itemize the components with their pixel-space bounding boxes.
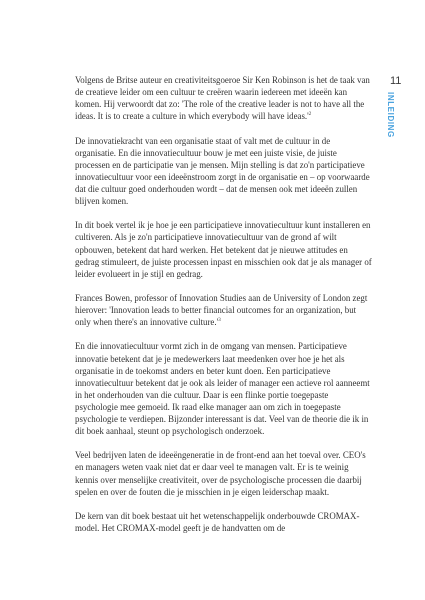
paragraph-text: En die innovatiecultuur vormt zich in de omgang van mensen. Participatieve innovatie betekent dat je je medewerkers laat meedenken over hoe je het als organisatie in de toekomst anders en beter kunt doen. Een participatieve innovatiecultuur betekent dat je ook als leider of manager een actieve rol aanneemt in het onderhouden van die cultuur. Daar is een flinke portie toegepaste psychologie mee gemoeid. Ik raad elke manager aan om zich in toegepaste psychologie te verdiepen. Bijzonder interessant is dat. Veel van de theorie die ik in dit boek aanhaal, steunt op psychologisch onderzoek. [75,341,370,437]
footnote-marker: 3 [218,318,221,324]
paragraph [75,292,373,328]
page-number: 11 [390,75,402,87]
paragraph-text: Frances Bowen, professor of Innovation Studies aan de University of London zegt hierover: 'Innovation leads to better financial outcomes for an organization, but only when there's an innovative culture.' [75,292,368,328]
running-head: INLEIDING [386,92,395,138]
paragraph [75,219,373,279]
paragraph [75,135,373,208]
paragraph-text: De innovatiekracht van een organisatie staat of valt met de cultuur in de organisatie. En die innovatiecultuur bouw je met een juiste visie, de juiste processen en de participatie van je mensen. Mijn stelling is dat zo'n participatieve innovatiecultuur voor een ideeënstroom zorgt in de organisatie en – op voorwaarde dat die cultuur goed onderhouden wordt – dat de mensen ook met ideeën zullen blijven komen. [75,135,370,207]
body-text [75,74,373,546]
paragraph-text: Volgens de Britse auteur en creativiteitsgoeroe Sir Ken Robinson is het de taak van de creatieve leider om een cultuur te creëren waarin iedereen met ideeën kan komen. Hij verwoordt dat zo: 'The role of the creative leader is not to have all the ideas. It is to create a culture in which everybody will have ideas.' [75,75,370,122]
paragraph-text: In dit boek vertel ik je hoe je een participatieve innovatiecultuur kunt installeren en cultiveren. Als je zo'n participatieve innovatiecultuur van de grond af wilt opbouwen, betekent dat hard werken. Het betekent dat je nieuwe attitudes en gedrag stimuleert, de juiste processen inpast en misschien ook dat je als manager of leider evolueert in je stijl en gedrag. [75,220,372,279]
paragraph-text: De kern van dit boek bestaat uit het wetenschappelijk onderbouwde CROMAX-model. Het CROMAX-model geeft je de handvatten om de [75,510,360,534]
paragraph-text: Veel bedrijven laten de ideeëngeneratie in de front-end aan het toeval over. CEO's en managers weten vaak niet dat er daar veel te managen valt. Er is te weinig kennis over menselijke creativiteit, over de psychologische processen die daarbij spelen en over de fouten die je misschien in je eigen leiderschap maakt. [75,450,366,497]
footnote-marker: 2 [308,112,312,118]
paragraph [75,449,373,497]
paragraph [75,74,373,122]
paragraph [75,510,373,534]
paragraph [75,340,373,437]
